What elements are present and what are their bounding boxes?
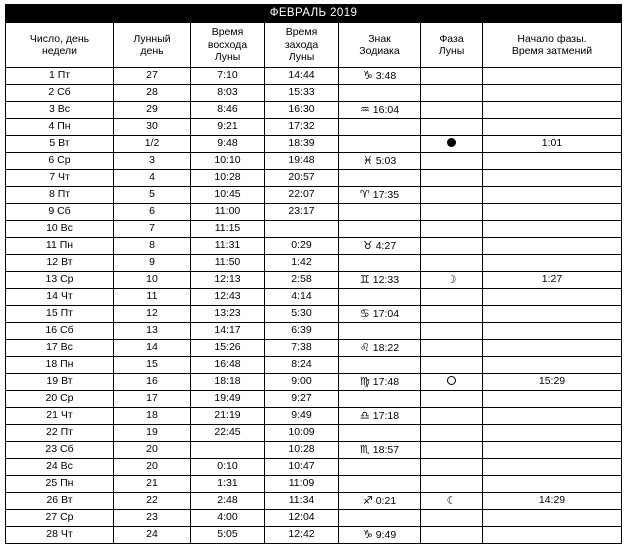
cell-zodiac	[339, 391, 421, 408]
cell-moonrise: 9:21	[191, 119, 265, 136]
cell-moonset: 22:07	[265, 187, 339, 204]
page-title: ФЕВРАЛЬ 2019	[6, 5, 622, 23]
cell-lunar-day: 17	[114, 391, 191, 408]
cell-phase	[421, 119, 483, 136]
cell-phase-time	[483, 357, 622, 374]
cell-date: 12 Вт	[6, 255, 114, 272]
cell-moonrise: 1:31	[191, 476, 265, 493]
table-row	[6, 340, 622, 357]
cell-moonrise: 2:48	[191, 493, 265, 510]
cell-phase	[421, 272, 483, 289]
zodiac-time: 18:57	[372, 443, 400, 456]
cell-lunar-day: 30	[114, 119, 191, 136]
cell-moonset: 19:48	[265, 153, 339, 170]
table-row	[6, 323, 622, 340]
cell-moonset: 2:58	[265, 272, 339, 289]
cell-date: 4 Пн	[6, 119, 114, 136]
cell-moonrise: 13:23	[191, 306, 265, 323]
table-row	[6, 408, 622, 425]
cell-phase-time	[483, 510, 622, 527]
cell-zodiac	[339, 493, 421, 510]
cell-phase	[421, 68, 483, 85]
cell-moonset: 10:47	[265, 459, 339, 476]
cell-zodiac	[339, 306, 421, 323]
cell-phase-time	[483, 204, 622, 221]
zodiac-time: 0:21	[375, 494, 397, 507]
cell-date: 3 Вс	[6, 102, 114, 119]
cell-phase-time	[483, 425, 622, 442]
cell-date: 21 Чт	[6, 408, 114, 425]
header-phase-start: Начало фазы. Время затмений	[483, 23, 622, 68]
cell-lunar-day: 11	[114, 289, 191, 306]
cell-moonrise: 21:19	[191, 408, 265, 425]
table-title-row	[6, 5, 622, 23]
cell-date: 22 Пт	[6, 425, 114, 442]
cell-zodiac	[339, 153, 421, 170]
table-row	[6, 425, 622, 442]
cell-lunar-day: 15	[114, 357, 191, 374]
table-row	[6, 476, 622, 493]
cell-phase-time: 14:29	[483, 493, 622, 510]
cell-date: 9 Сб	[6, 204, 114, 221]
cell-phase	[421, 170, 483, 187]
lunar-calendar-table	[5, 4, 622, 544]
cell-moonset: 18:39	[265, 136, 339, 153]
cell-zodiac	[339, 85, 421, 102]
cell-phase-time	[483, 187, 622, 204]
cell-zodiac	[339, 119, 421, 136]
header-date: Число, день недели	[6, 23, 114, 68]
header-moonset: Время захода Луны	[265, 23, 339, 68]
cell-phase	[421, 255, 483, 272]
cell-moonset: 16:30	[265, 102, 339, 119]
cell-moonset: 8:24	[265, 357, 339, 374]
cell-moonrise: 11:31	[191, 238, 265, 255]
cell-phase	[421, 340, 483, 357]
zodiac-time: 17:04	[372, 307, 400, 320]
cell-moonrise: 11:00	[191, 204, 265, 221]
zodiac-glyph-icon: ♒	[359, 102, 370, 116]
table-row	[6, 187, 622, 204]
cell-moonrise: 11:50	[191, 255, 265, 272]
cell-lunar-day: 7	[114, 221, 191, 238]
cell-zodiac	[339, 510, 421, 527]
cell-phase	[421, 442, 483, 459]
cell-date: 8 Пт	[6, 187, 114, 204]
cell-phase	[421, 204, 483, 221]
zodiac-glyph-icon: ♑	[362, 68, 373, 82]
cell-zodiac	[339, 459, 421, 476]
header-zodiac-sign: Знак Зодиака	[339, 23, 421, 68]
zodiac-time: 12:33	[372, 273, 400, 286]
cell-date: 13 Ср	[6, 272, 114, 289]
zodiac-glyph-icon: ♓	[362, 153, 373, 167]
cell-date: 19 Вт	[6, 374, 114, 391]
cell-zodiac	[339, 340, 421, 357]
cell-moonrise: 22:45	[191, 425, 265, 442]
cell-moonset: 17:32	[265, 119, 339, 136]
cell-phase	[421, 289, 483, 306]
cell-moonrise: 9:48	[191, 136, 265, 153]
cell-moonrise: 8:46	[191, 102, 265, 119]
cell-moonrise: 4:00	[191, 510, 265, 527]
table-row	[6, 357, 622, 374]
zodiac-glyph-icon: ♏	[359, 442, 370, 456]
cell-phase	[421, 153, 483, 170]
cell-phase	[421, 85, 483, 102]
cell-phase-time: 15:29	[483, 374, 622, 391]
zodiac-glyph-icon: ♍	[359, 374, 370, 388]
cell-zodiac	[339, 170, 421, 187]
cell-date: 25 Пн	[6, 476, 114, 493]
cell-lunar-day: 12	[114, 306, 191, 323]
cell-date: 18 Пн	[6, 357, 114, 374]
new-moon-icon	[447, 138, 456, 147]
cell-moonset: 9:00	[265, 374, 339, 391]
cell-zodiac	[339, 527, 421, 544]
zodiac-time: 4:27	[375, 239, 397, 252]
cell-moonrise: 19:49	[191, 391, 265, 408]
cell-moonset: 1:42	[265, 255, 339, 272]
cell-lunar-day: 22	[114, 493, 191, 510]
cell-date: 1 Пт	[6, 68, 114, 85]
cell-phase	[421, 408, 483, 425]
cell-phase-time	[483, 221, 622, 238]
table-row	[6, 221, 622, 238]
cell-moonrise: 18:18	[191, 374, 265, 391]
cell-zodiac	[339, 204, 421, 221]
cell-phase	[421, 357, 483, 374]
cell-phase	[421, 221, 483, 238]
cell-moonrise: 10:45	[191, 187, 265, 204]
cell-lunar-day: 28	[114, 85, 191, 102]
cell-moonset: 12:42	[265, 527, 339, 544]
cell-moonset: 9:27	[265, 391, 339, 408]
table-row	[6, 85, 622, 102]
table-row	[6, 153, 622, 170]
header-moon-phase: Фаза Луны	[421, 23, 483, 68]
cell-zodiac	[339, 374, 421, 391]
cell-lunar-day: 6	[114, 204, 191, 221]
cell-lunar-day: 8	[114, 238, 191, 255]
cell-moonrise: 7:10	[191, 68, 265, 85]
cell-lunar-day: 9	[114, 255, 191, 272]
cell-phase-time: 1:27	[483, 272, 622, 289]
cell-moonrise: 5:05	[191, 527, 265, 544]
cell-lunar-day: 3	[114, 153, 191, 170]
cell-phase-time	[483, 255, 622, 272]
header-moonrise: Время восхода Луны	[191, 23, 265, 68]
cell-date: 28 Чт	[6, 527, 114, 544]
zodiac-glyph-icon: ♐	[362, 493, 373, 507]
cell-zodiac	[339, 323, 421, 340]
cell-lunar-day: 16	[114, 374, 191, 391]
cell-date: 7 Чт	[6, 170, 114, 187]
zodiac-time: 17:48	[372, 375, 400, 388]
cell-phase-time	[483, 323, 622, 340]
zodiac-time: 17:18	[372, 409, 400, 422]
zodiac-time: 16:04	[372, 103, 400, 116]
cell-phase	[421, 493, 483, 510]
cell-phase-time	[483, 408, 622, 425]
cell-lunar-day: 20	[114, 442, 191, 459]
cell-moonset: 11:34	[265, 493, 339, 510]
cell-phase-time	[483, 119, 622, 136]
last-quarter-icon: ☾	[446, 493, 457, 507]
table-row	[6, 272, 622, 289]
table-row	[6, 238, 622, 255]
zodiac-time: 17:35	[372, 188, 400, 201]
cell-phase	[421, 459, 483, 476]
cell-phase-time	[483, 340, 622, 357]
cell-moonrise: 15:26	[191, 340, 265, 357]
cell-lunar-day: 13	[114, 323, 191, 340]
cell-phase-time	[483, 153, 622, 170]
cell-moonrise: 11:15	[191, 221, 265, 238]
cell-moonrise	[191, 442, 265, 459]
cell-moonset: 6:39	[265, 323, 339, 340]
cell-lunar-day: 24	[114, 527, 191, 544]
cell-phase	[421, 510, 483, 527]
cell-date: 11 Пн	[6, 238, 114, 255]
cell-lunar-day: 29	[114, 102, 191, 119]
cell-date: 27 Ср	[6, 510, 114, 527]
full-moon-icon	[447, 376, 456, 385]
cell-zodiac	[339, 238, 421, 255]
cell-phase	[421, 306, 483, 323]
cell-phase-time	[483, 170, 622, 187]
table-row	[6, 289, 622, 306]
zodiac-glyph-icon: ♈	[359, 187, 370, 201]
cell-phase-time	[483, 459, 622, 476]
cell-phase-time	[483, 306, 622, 323]
cell-moonset: 9:49	[265, 408, 339, 425]
table-row	[6, 136, 622, 153]
table-row	[6, 306, 622, 323]
cell-moonset: 0:29	[265, 238, 339, 255]
cell-zodiac	[339, 255, 421, 272]
zodiac-glyph-icon: ♋	[359, 306, 370, 320]
cell-phase-time	[483, 68, 622, 85]
cell-zodiac	[339, 408, 421, 425]
cell-moonset	[265, 221, 339, 238]
cell-date: 16 Сб	[6, 323, 114, 340]
cell-lunar-day: 19	[114, 425, 191, 442]
table-row	[6, 68, 622, 85]
cell-lunar-day: 5	[114, 187, 191, 204]
cell-zodiac	[339, 442, 421, 459]
cell-lunar-day: 1/2	[114, 136, 191, 153]
zodiac-glyph-icon: ♎	[359, 408, 370, 422]
zodiac-time: 18:22	[372, 341, 400, 354]
cell-zodiac	[339, 289, 421, 306]
table-row	[6, 391, 622, 408]
cell-date: 2 Сб	[6, 85, 114, 102]
cell-date: 26 Вт	[6, 493, 114, 510]
zodiac-time: 9:49	[375, 528, 397, 541]
cell-moonrise: 12:13	[191, 272, 265, 289]
table-header-row	[6, 23, 622, 68]
cell-lunar-day: 14	[114, 340, 191, 357]
cell-moonset: 12:04	[265, 510, 339, 527]
cell-moonrise: 0:10	[191, 459, 265, 476]
cell-phase	[421, 374, 483, 391]
cell-lunar-day: 10	[114, 272, 191, 289]
table-row	[6, 204, 622, 221]
cell-zodiac	[339, 425, 421, 442]
cell-moonset: 14:44	[265, 68, 339, 85]
table-row	[6, 374, 622, 391]
table-row	[6, 119, 622, 136]
cell-phase-time	[483, 442, 622, 459]
table-row	[6, 170, 622, 187]
cell-phase-time	[483, 102, 622, 119]
cell-date: 14 Чт	[6, 289, 114, 306]
cell-zodiac	[339, 102, 421, 119]
cell-moonset: 10:09	[265, 425, 339, 442]
cell-phase	[421, 391, 483, 408]
table-row	[6, 102, 622, 119]
cell-date: 15 Пт	[6, 306, 114, 323]
cell-zodiac	[339, 68, 421, 85]
zodiac-time: 5:03	[375, 154, 397, 167]
cell-phase-time	[483, 527, 622, 544]
cell-moonset: 11:09	[265, 476, 339, 493]
table-row	[6, 510, 622, 527]
cell-moonrise: 16:48	[191, 357, 265, 374]
table-row	[6, 459, 622, 476]
zodiac-glyph-icon: ♊	[359, 272, 370, 286]
cell-lunar-day: 21	[114, 476, 191, 493]
cell-phase-time	[483, 476, 622, 493]
zodiac-glyph-icon: ♌	[359, 340, 370, 354]
cell-phase-time	[483, 391, 622, 408]
cell-lunar-day: 23	[114, 510, 191, 527]
cell-zodiac	[339, 357, 421, 374]
cell-date: 20 Ср	[6, 391, 114, 408]
cell-zodiac	[339, 136, 421, 153]
cell-phase-time	[483, 289, 622, 306]
cell-phase-time: 1:01	[483, 136, 622, 153]
cell-phase-time	[483, 85, 622, 102]
cell-date: 6 Ср	[6, 153, 114, 170]
cell-date: 17 Вс	[6, 340, 114, 357]
cell-moonset: 4:14	[265, 289, 339, 306]
cell-moonset: 20:57	[265, 170, 339, 187]
table-row	[6, 493, 622, 510]
first-quarter-icon: ☽	[446, 272, 457, 286]
cell-zodiac	[339, 476, 421, 493]
cell-date: 24 Вс	[6, 459, 114, 476]
cell-date: 10 Вс	[6, 221, 114, 238]
cell-zodiac	[339, 187, 421, 204]
cell-moonset: 23:17	[265, 204, 339, 221]
cell-moonrise: 10:28	[191, 170, 265, 187]
table-body	[6, 68, 622, 544]
cell-date: 5 Вт	[6, 136, 114, 153]
zodiac-time: 3:48	[375, 69, 397, 82]
table-row	[6, 442, 622, 459]
cell-moonset: 5:30	[265, 306, 339, 323]
cell-moonrise: 10:10	[191, 153, 265, 170]
cell-date: 23 Сб	[6, 442, 114, 459]
header-lunar-day: Лунный день	[114, 23, 191, 68]
cell-phase	[421, 136, 483, 153]
cell-phase	[421, 238, 483, 255]
cell-lunar-day: 27	[114, 68, 191, 85]
cell-phase	[421, 476, 483, 493]
cell-moonrise: 8:03	[191, 85, 265, 102]
cell-moonset: 15:33	[265, 85, 339, 102]
cell-lunar-day: 20	[114, 459, 191, 476]
cell-phase-time	[483, 238, 622, 255]
cell-moonset: 7:38	[265, 340, 339, 357]
zodiac-glyph-icon: ♑	[362, 527, 373, 541]
cell-phase	[421, 425, 483, 442]
cell-lunar-day: 18	[114, 408, 191, 425]
cell-lunar-day: 4	[114, 170, 191, 187]
cell-moonrise: 14:17	[191, 323, 265, 340]
cell-zodiac	[339, 221, 421, 238]
cell-zodiac	[339, 272, 421, 289]
cell-moonrise: 12:43	[191, 289, 265, 306]
cell-phase	[421, 323, 483, 340]
cell-phase	[421, 527, 483, 544]
cell-moonset: 10:28	[265, 442, 339, 459]
table-row	[6, 527, 622, 544]
table-row	[6, 255, 622, 272]
cell-phase	[421, 102, 483, 119]
zodiac-glyph-icon: ♉	[362, 238, 373, 252]
cell-phase	[421, 187, 483, 204]
